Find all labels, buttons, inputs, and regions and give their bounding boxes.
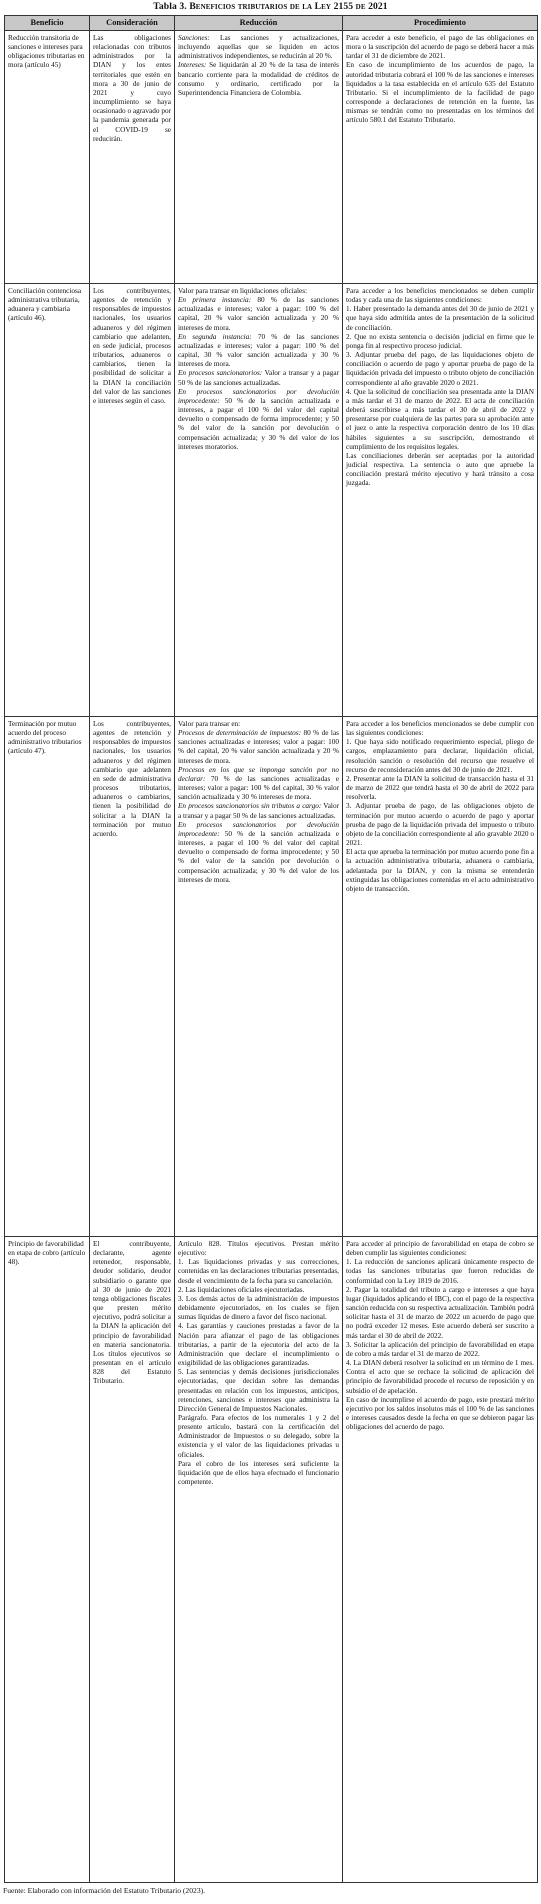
reduccion-label: En segunda instancia: xyxy=(178,332,252,341)
reduccion-text: 4. Las garantías y cauciones prestadas a favor de la Nación para afianzar el pago de las obligaciones tributarias, a partir de la ejecutoria del acto de la Administración que declare el incumplimiento o exigibilidad de las obligaciones garantizadas. xyxy=(178,1322,339,1368)
reduccion-text: 70 % de las sanciones actualizadas e intereses; valor a pagar: 100 % del capital, 30 % valor sanción actualizada y 30 % intereses de mora. xyxy=(178,774,339,802)
procedimiento-paragraph: 2. Que no exista sentencia o decisión judicial en firme que le ponga fin al respectivo proceso judicial. xyxy=(346,332,534,350)
consideracion-text: Los contribuyentes, agentes de retención y responsables de impuestos nacionales, los usuarios aduaneros y del régimen cambiario que adelanten en sede de administrativa procesos tributarios, aduaneros o cambiarios, tienen la posibilidad de solicitar a la DIAN la terminación por mutuo acuerdo. xyxy=(93,720,171,838)
reduccion-text: Valor a transar y a pagar 50 % de las sanciones actualizadas. xyxy=(178,369,339,387)
reduccion-text: 70 % de las sanciones actualizadas e intereses; valor a pagar: 100 % del capital, 30 % valor sanción actualizada y 30 % intereses de mora. xyxy=(178,332,340,369)
beneficio-text: Reducción transitoria de sanciones e intereses para obligaciones tributarias en mora (artículo 45) xyxy=(8,34,85,70)
procedimiento-paragraph: Las conciliaciones deberán ser aceptadas por la autoridad judicial respectiva. La sentencia o auto que apruebe la conciliación prestará mérito ejecutivo y hará tránsito a cosa juzgada. xyxy=(346,451,534,488)
reduccion-text: Para el cobro de los intereses será suficiente la liquidación que de ellos haya efectuado el funcionario competente. xyxy=(178,1459,339,1487)
cell-reduccion xyxy=(175,31,343,284)
reduccion-item xyxy=(178,34,339,61)
beneficio-text: Terminación por mutuo acuerdo del proceso administrativo tributarios (artículo 47). xyxy=(8,720,82,756)
reduccion-text: Valor a transar y a pagar 50 % de las sanciones actualizadas. xyxy=(178,802,339,820)
header-procedimiento: Procedimiento xyxy=(343,16,538,31)
cell-consideracion xyxy=(90,717,175,1237)
table-row xyxy=(5,284,538,717)
reduccion-label: Procesos de determinación de impuestos: xyxy=(178,729,302,738)
reduccion-text: Las sanciones y actualizaciones, incluyendo aquellas que se liquiden en actos administrativos independientes, se reducirán al 20 %. xyxy=(178,34,339,61)
reduccion-item xyxy=(178,296,339,333)
table-title xyxy=(0,0,541,14)
reduccion-item xyxy=(178,1460,339,1487)
reduccion-text: Valor para transar en: xyxy=(178,720,241,728)
beneficio-text: Conciliación contenciosa administrativa tributaria, aduanera y cambiaria (artículo 46). xyxy=(8,287,82,323)
reduccion-item xyxy=(178,1322,339,1368)
table-caption: Beneficios tributarios de la Ley 2155 de 2021 xyxy=(189,1,388,12)
cell-procedimiento xyxy=(343,717,538,1237)
reduccion-item xyxy=(178,821,339,885)
reduccion-item xyxy=(178,388,339,452)
beneficio-text: Principio de favorabilidad en etapa de cobro (artículo 48). xyxy=(8,1240,86,1267)
benefits-table xyxy=(4,15,538,1883)
reduccion-item xyxy=(178,802,339,820)
procedimiento-paragraph: Para acceder al principio de favorabilidad en etapa de cobro se deben cumplir las siguientes condiciones: xyxy=(346,1240,534,1258)
reduccion-item xyxy=(178,369,339,387)
procedimiento-paragraph: Para acceder a este beneficio, el pago de las obligaciones en mora o la suscripción del acuerdo de pago se deberá hacer a más tardar el 31 de diciembre de 2021. xyxy=(346,34,534,61)
procedimiento-paragraph: Para acceder a los beneficios mencionados se debe cumplir con las siguientes condiciones: xyxy=(346,720,534,738)
reduccion-text: 1. Las liquidaciones privadas y sus correcciones, contenidas en las declaraciones tributarias presentadas, desde el vencimiento de la fecha para su cancelación. xyxy=(178,1258,339,1285)
table-row xyxy=(5,1237,538,1883)
cell-reduccion xyxy=(175,717,343,1237)
reduccion-item xyxy=(178,61,339,98)
source-note: Fuente: Elaborado con información del Estatuto Tributario (2023). xyxy=(3,1886,206,1895)
reduccion-item xyxy=(178,333,339,370)
reduccion-label: Procesos en los que se imponga sanción por no declarar: xyxy=(178,765,339,783)
table-row xyxy=(5,717,538,1237)
reduccion-item xyxy=(178,766,339,803)
reduccion-label: En primera instancia: xyxy=(178,296,252,305)
reduccion-label: En procesos sancionatorios por devolución improcedente: xyxy=(178,387,339,405)
reduccion-text: Parágrafo. Para efectos de los numerales 1 y 2 del presente artículo, bastará con la certificación del Administrador de Impuestos o su delegado, sobre la existencia y el valor de las liquidaciones privadas u oficiales. xyxy=(178,1413,339,1459)
cell-procedimiento xyxy=(343,31,538,284)
procedimiento-paragraph: 3. Adjuntar prueba del pago, de las liquidaciones objeto de conciliación o acuerdo de pago y aportar prueba de pago de la liquidación privada del impuesto o tributo objeto de conciliación correspondiente al año gravable 2020 o 2021. xyxy=(346,351,534,387)
reduccion-label: Sanciones: xyxy=(178,34,210,42)
reduccion-text: 2. Las liquidaciones oficiales ejecutoriadas. xyxy=(178,1285,305,1294)
procedimiento-paragraph: El acta que aprueba la terminación por mutuo acuerdo pone fin a la actuación administrativa tributaria, aduanera o cambiaria, adelantada por la DIAN, y con la misma se entenderán extinguidas las obligaciones contenidas en el acto administrativo objeto de transacción. xyxy=(346,848,534,893)
reduccion-text: 3. Los demás actos de la administración de impuestos debidamente ejecutoriados, en los cuales se fijen sumas líquidas de dinero a favor del fisco nacional. xyxy=(178,1294,339,1322)
reduccion-text: Valor para transar en liquidaciones oficiales: xyxy=(178,287,308,295)
reduccion-item xyxy=(178,1414,339,1460)
reduccion-label: Intereses: xyxy=(178,61,207,70)
cell-beneficio xyxy=(5,31,90,284)
reduccion-item xyxy=(178,1368,339,1414)
cell-procedimiento xyxy=(343,284,538,717)
procedimiento-paragraph: 4. La DIAN deberá resolver la solicitud en un término de 1 mes. Contra el acto que se rechace la solicitud de aplicación del principio de favorabilidad procede el recurso de reposición y en subsidio el de apelación. xyxy=(346,1359,534,1395)
procedimiento-paragraph: En caso de incumplirse el acuerdo de pago, este prestará mérito ejecutivo por los saldos insolutos más el 100 % de las sanciones e intereses causados desde la fecha en que se debieron pagar las obligaciones del acuerdo de pago. xyxy=(346,1395,534,1432)
procedimiento-paragraph: 3. Solicitar la aplicación del principio de favorabilidad en etapa de cobro a más tardar el 31 de marzo de 2022. xyxy=(346,1340,534,1358)
reduccion-item xyxy=(178,1286,339,1295)
procedimiento-paragraph: 2. Presentar ante la DIAN la solicitud de transacción hasta el 31 de marzo de 2022 que tendrá hasta el 30 de abril de 2022 para resolverla. xyxy=(346,774,534,802)
cell-consideracion xyxy=(90,284,175,717)
consideracion-text: Las obligaciones relacionadas con tributos administrados por la DIAN y los entes territoriales que estén en mora a 30 de junio de 2021 y cuyo incumplimiento se haya ocasionado o agravado por la pandemia generada por el COVID-19 se reducirán. xyxy=(93,34,171,143)
consideracion-text: El contribuyente, declarante, agente retenedor, responsable, deudor solidario, deudor subsidiario o garante que al 30 de junio de 2021 tenga obligaciones fiscales que presten mérito ejecutivo, podrá solicitar a la DIAN la aplicación del principio de favorabilidad en materia sancionatoria. Los títulos ejecutivos se presentan en el artículo 828 del Estatuto Tributario. xyxy=(93,1240,171,1386)
procedimiento-paragraph: Para acceder a los beneficios mencionados se deben cumplir todas y cada una de las siguientes condiciones: xyxy=(346,287,534,305)
reduccion-item xyxy=(178,720,339,729)
reduccion-label: En procesos sancionatorios: xyxy=(178,369,263,378)
cell-reduccion xyxy=(175,1237,343,1883)
header-consideracion: Consideración xyxy=(90,16,175,31)
header-beneficio: Beneficio xyxy=(5,16,90,31)
cell-procedimiento xyxy=(343,1237,538,1883)
reduccion-item xyxy=(178,729,339,766)
cell-beneficio xyxy=(5,1237,90,1883)
cell-consideracion xyxy=(90,1237,175,1883)
cell-reduccion xyxy=(175,284,343,717)
reduccion-text: Artículo 828. Títulos ejecutivos. Prestan mérito ejecutivo: xyxy=(178,1240,339,1258)
procedimiento-paragraph: 1. La reducción de sanciones aplicará únicamente respecto de todas las sanciones tributarias que fueron reducidas de conformidad con la Ley 1819 de 2016. xyxy=(346,1258,534,1285)
reduccion-label: En procesos sancionatorios sin tributos a cargo: xyxy=(178,802,322,811)
cell-beneficio xyxy=(5,717,90,1237)
reduccion-label: En procesos sancionatorios por devolución improcedente: xyxy=(178,820,339,838)
reduccion-text: 50 % de la sanción actualizada e intereses, a pagar el 100 % del valor del capital devuelto o compensado de forma improcedente; y 50 % del valor de la sanción por devolución o compensación actualizada; y 30 % del valor de los intereses moratorios. xyxy=(178,396,339,451)
procedimiento-paragraph: 2. Pagar la totalidad del tributo a cargo e intereses a que haya lugar (liquidados aplicando el IBC), con el pago de la respectiva sanción reducida con su respectiva actualización. También podrá solicitar hasta el 31 de marzo de 2022 un acuerdo de pago que no podrá exceder 12 meses. Este acuerdo deberá ser suscrito a más tardar el 30 de abril de 2022. xyxy=(346,1285,534,1340)
reduccion-item xyxy=(178,1258,339,1285)
reduccion-text: 80 % de las sanciones actualizadas e intereses; valor a pagar: 100 % del capital, 20 % valor sanción actualizada y 20 % intereses de mora. xyxy=(178,296,339,332)
reduccion-item xyxy=(178,1295,339,1322)
procedimiento-paragraph: 1. Que haya sido notificado requerimiento especial, pliego de cargos, emplazamiento para declarar, liquidación oficial, resolución sanción o resolución del recurso que resuelve el recurso de reconsideración antes del 30 de junio de 2021. xyxy=(346,738,534,774)
reduccion-text: Se liquidarán al 20 % de la tasa de interés bancario corriente para la modalidad de créditos de consumo y ordinario, certificado por la Superintendencia Financiera de Colombia. xyxy=(178,61,339,97)
table-number: Tabla 3. xyxy=(153,1,187,12)
procedimiento-paragraph: 1. Haber presentado la demanda antes del 30 de junio de 2021 y que haya sido admitida antes de la presentación de la solicitud de conciliación. xyxy=(346,305,534,332)
procedimiento-paragraph: En caso de incumplimiento de los acuerdos de pago, la autoridad tributaria cobrará el 100 % de las sanciones e intereses liquidados a la tasa establecida en el artículo 635 del Estatuto Tributario. Si el incumplimiento de la facilidad de pago corresponde a declaraciones de retención en la fuente, las mismas se tendrán como no presentadas en los términos del artículo 580.1 del Estatuto Tributario. xyxy=(346,61,534,125)
cell-consideracion xyxy=(90,31,175,284)
reduccion-item xyxy=(178,287,339,296)
reduccion-text: 5. Las sentencias y demás decisiones jurisdiccionales ejecutoriadas, que decidan sobre las demandas presentadas en relación con los impuestos, anticipos, retenciones, sanciones e intereses que administra la Dirección General de Impuestos Nacionales. xyxy=(178,1368,339,1413)
reduccion-text: 50 % de la sanción actualizada e intereses, a pagar el 100 % del valor del capital devuelto o compensado de forma improcedente; y 50 % del valor de la sanción por devolución o compensación actualizada; y 30 % del valor de los intereses de mora. xyxy=(178,829,339,884)
table-row xyxy=(5,31,538,284)
reduccion-item xyxy=(178,1240,339,1258)
header-reduccion: Reducción xyxy=(175,16,343,31)
header-row xyxy=(5,16,538,31)
reduccion-text: 80 % de las sanciones actualizadas e intereses; valor a pagar: 100 % del capital, 20 % valor sanción actualizada y 20 % intereses de mora. xyxy=(178,729,339,765)
consideracion-text: Los contribuyentes, agentes de retención y responsables de impuestos nacionales, los usuarios aduaneros y del régimen cambiario que adelanten, en sede judicial, procesos tributarios, aduaneros o cambiarios, tienen la posibilidad de solicitar a la DIAN la conciliación del valor de las sanciones e intereses según el caso. xyxy=(93,287,171,405)
procedimiento-paragraph: 3. Adjuntar prueba de pago, de las obligaciones objeto de terminación por mutuo acuerdo o acuerdo de pago y aportar prueba de pago de la liquidación privada del impuesto o tributo objeto de la conciliación correspondiente al año gravable 2020 o 2021. xyxy=(346,802,534,848)
procedimiento-paragraph: 4. Que la solicitud de conciliación sea presentada ante la DIAN a más tardar el 31 de marzo de 2022. El acta de conciliación deberá suscribirse a más tardar el 30 de abril de 2022 y presentarse por cualquiera de las partes para su aprobación ante el juez o ante la respectiva corporación dentro de los 10 días hábiles siguientes a su suscripción, demostrando el cumplimiento de los requisitos legales. xyxy=(346,387,534,451)
cell-beneficio xyxy=(5,284,90,717)
